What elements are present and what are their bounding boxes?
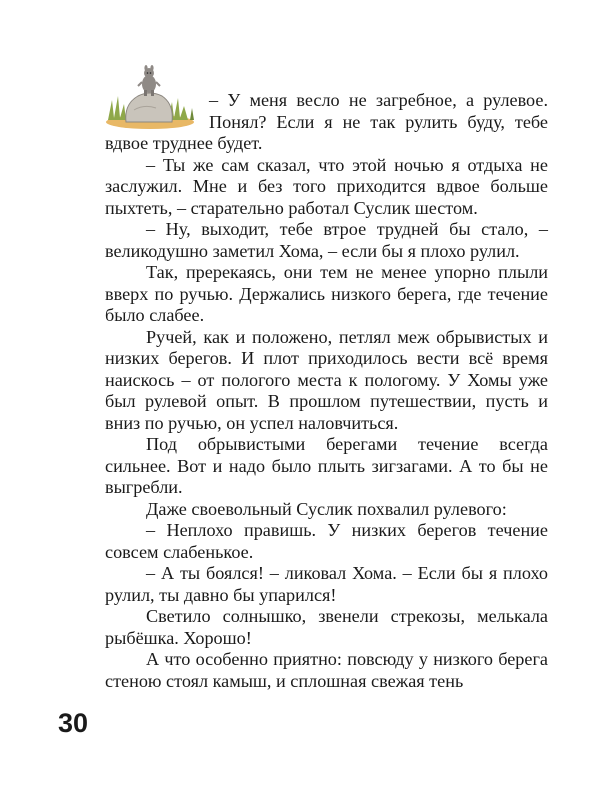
illustration-wrap-space: [105, 90, 209, 132]
page-number: 30: [58, 708, 89, 738]
paragraph: Даже своевольный Суслик похвалил рулевого:: [146, 498, 507, 519]
paragraph: Светило солнышко, звенели стрекозы, мелькала рыбёшка. Хорошо!: [105, 606, 548, 648]
paragraph: А что особенно приятно: повсюду у низкого берега стеною стоял камыш, и сплошная свежая тень: [105, 649, 548, 691]
paragraph: – Ну, выходит, тебе втрое трудней бы стало, – великодушно заметил Хома, – если бы я плохо рулил.: [105, 219, 548, 261]
paragraph: – Неплохо правишь. У низких берегов течение совсем слабенькое.: [105, 520, 548, 562]
paragraph: Так, пререкаясь, они тем не менее упорно плыли вверх по ручью. Держались низкого берега, где течение было слабее.: [105, 262, 548, 325]
paragraph: – У меня весло не загребное, а рулевое. Понял? Если я не так рулить буду, тебе вдвое труднее будет.: [105, 90, 548, 153]
paragraph: – А ты боялся! – ликовал Хома. – Если бы я плохо рулил, ты давно бы упарился!: [105, 563, 548, 605]
paragraph: Ручей, как и положено, петлял меж обрывистых и низких берегов. И плот приходилось вести всё время наискось – от пологого места к пологому. У Хомы уже был рулевой опыт. В прошлом путешествии, пусть и вниз по ручью, он успел наловчиться.: [105, 326, 548, 433]
paragraph: – Ты же сам сказал, что этой ночью я отдыха не заслужил. Мне и без того приходится вдвое больше пыхтеть, – старательно работал Суслик шестом.: [105, 154, 548, 218]
story-text: [105, 90, 548, 692]
paragraph: Под обрывистыми берегами течение всегда сильнее. Вот и надо было плыть зигзагами. А то бы не выгребли.: [105, 434, 548, 497]
